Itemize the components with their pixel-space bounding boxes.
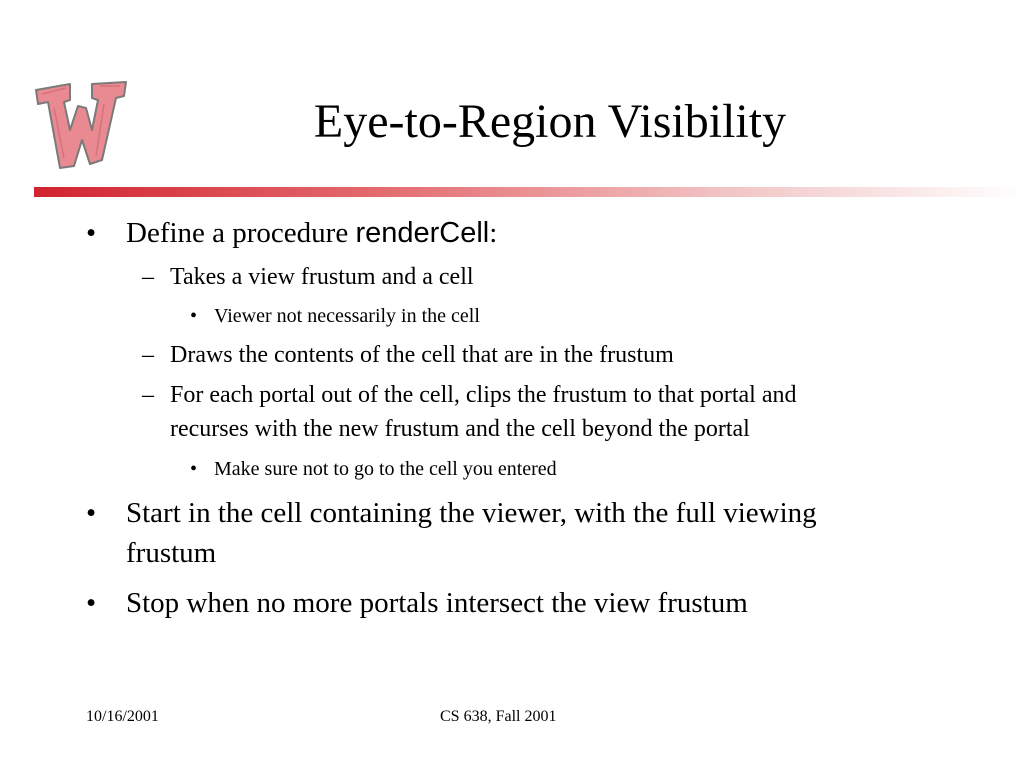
bullet-marker: • bbox=[86, 587, 97, 619]
bullet-text: Stop when no more portals intersect the view frustum bbox=[126, 587, 748, 619]
bullet-marker: • bbox=[190, 458, 198, 480]
title-divider bbox=[34, 187, 1024, 197]
subitem-text: Takes a view frustum and a cell bbox=[170, 264, 474, 290]
bullet-text-line1: Start in the cell containing the viewer, with the full viewing bbox=[126, 497, 817, 529]
dash-marker: – bbox=[142, 264, 154, 290]
dash-marker: – bbox=[142, 382, 154, 408]
footer-date: 10/16/2001 bbox=[86, 708, 159, 725]
subitem-text: Draws the contents of the cell that are in the frustum bbox=[170, 342, 674, 368]
slide-title: Eye-to-Region Visibility bbox=[313, 95, 787, 148]
footer-course: CS 638, Fall 2001 bbox=[440, 708, 557, 725]
subitem-text-line2: recurses with the new frustum and the cell beyond the portal bbox=[170, 416, 750, 442]
bullet-text bbox=[126, 212, 497, 254]
subsubitem-text: Make sure not to go to the cell you entered bbox=[214, 458, 557, 480]
bullet-marker: • bbox=[86, 217, 97, 249]
bullet-marker: • bbox=[190, 305, 198, 327]
bullet-text-suffix: : bbox=[489, 217, 498, 249]
subsubitem-text: Viewer not necessarily in the cell bbox=[214, 305, 480, 327]
bullet-marker: • bbox=[86, 497, 97, 529]
bullet-text-line2: frustum bbox=[126, 537, 217, 569]
bullet-text-prefix: Define a procedure bbox=[126, 217, 356, 249]
uw-logo-icon bbox=[30, 78, 130, 176]
dash-marker: – bbox=[142, 342, 154, 368]
subitem-text-line1: For each portal out of the cell, clips the frustum to that portal and bbox=[170, 382, 797, 408]
procedure-name: renderCell bbox=[355, 217, 490, 249]
